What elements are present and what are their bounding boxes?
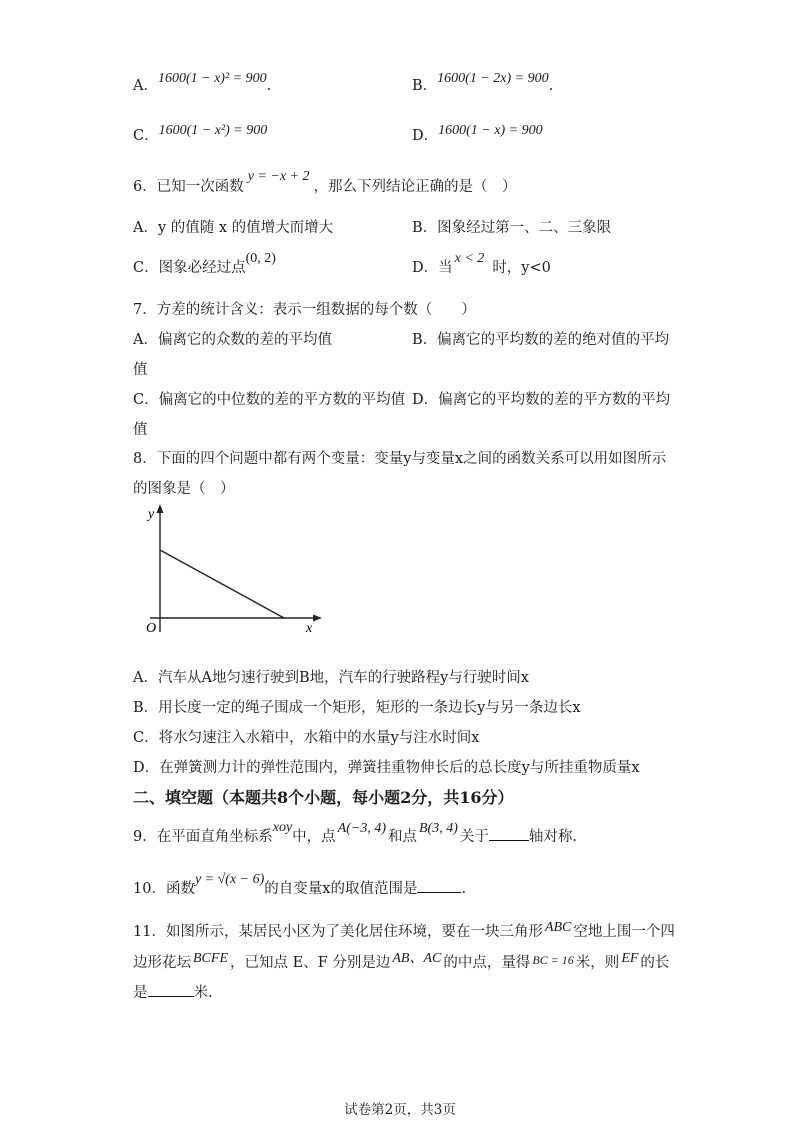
q5-option-b: B．1600(1 − 2x) = 900.	[412, 71, 554, 94]
q7-option-a: A．偏离它的众数的差的平均值	[133, 332, 332, 348]
q7-option-b-wrap: 值	[133, 362, 148, 378]
q6-option-a: A．y 的值随 x 的值增大而增大	[133, 220, 334, 236]
page-footer: 试卷第2页，共3页	[344, 1102, 456, 1118]
q6-option-b: B．图象经过第一、二、三象限	[412, 220, 612, 236]
q8-stem-line1: 8．下面的四个问题中都有两个变量：变量y与变量x之间的函数关系可以用如图所示	[133, 451, 667, 467]
q8-stem-line2: 的图象是（ ）	[133, 481, 235, 497]
x-axis-label: x	[306, 621, 313, 636]
q7-option-d: D．偏离它的平均数的差的平方数的平均	[412, 392, 671, 408]
y-axis-label: y	[148, 507, 155, 522]
y-axis-arrow	[157, 504, 164, 513]
q6-option-c: C．图象必经过点(0, 2)	[133, 251, 276, 276]
q7-option-d-wrap: 值	[133, 422, 148, 438]
q9-answer-blank	[489, 826, 529, 841]
q8-option-a: A．汽车从A地匀速行驶到B地，汽车的行驶路程y与行驶时间x	[133, 670, 529, 686]
q8-option-b: B．用长度一定的绳子围成一个矩形，矩形的一条边长y与另一条边长x	[133, 700, 581, 716]
q10-answer-blank	[417, 878, 461, 893]
q11-line2: 边形花坛 BCFE ，已知点 E、F 分别是边 AB、AC 的中点，量得 $^{BC = 16}$ 米，则 EF 的长	[133, 951, 670, 971]
q11-line3: 是 米.	[133, 981, 213, 1002]
q11-line1: 11．如图所示，某居民小区为了美化居住环境，要在一块三角形 ABC 空地上围一个四	[133, 920, 675, 940]
q5-option-c: C．1600(1 − x²) = 900	[133, 123, 268, 144]
x-axis-arrow	[313, 615, 322, 622]
q6-stem: 6．已知一次函数y = −x + 2，那么下列结论正确的是（ ）	[133, 169, 517, 195]
q7-option-c: C．偏离它的中位数的差的平方数的平均值	[133, 392, 406, 408]
origin-label: O	[146, 621, 157, 636]
q7-option-b: B．偏离它的平均数的差的绝对值的平均	[412, 332, 670, 348]
q11-answer-blank	[148, 982, 194, 997]
q8-option-d: D．在弹簧测力计的弹性范围内，弹簧挂重物伸长后的总长度y与所挂重物质量x	[133, 760, 640, 776]
q5-option-d: D．1600(1 − x) = 900	[412, 123, 543, 144]
q8-graph	[140, 500, 340, 640]
q6-option-d: D．当x < 2时，y<0	[412, 251, 551, 276]
section-title-fill-in: 二、填空题（本题共8个小题，每小题2分，共16分）	[133, 788, 514, 807]
q9: 9．在平面直角坐标系xoy中，点A(−3, 4)和点B(3, 4)关于 轴对称.	[133, 820, 577, 845]
q5-option-a: A．1600(1 − x)² = 900.	[133, 71, 272, 94]
decreasing-line	[160, 550, 284, 618]
q8-option-c: C．将水匀速注入水箱中，水箱中的水量y与注水时间x	[133, 730, 480, 746]
q7-stem: 7．方差的统计含义：表示一组数据的每个数（ ）	[133, 302, 476, 318]
q10: 10．函数y = √(x − 6)的自变量x的取值范围是 .	[133, 872, 467, 897]
